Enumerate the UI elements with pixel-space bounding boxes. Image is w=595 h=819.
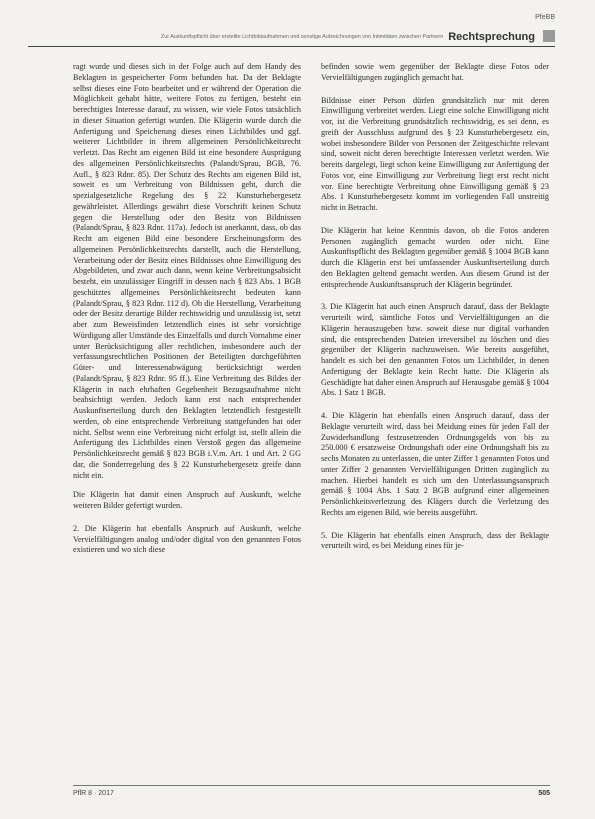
paragraph: Die Klägerin hat keine Kenntnis davon, ob die Fotos anderen Personen zugänglich gemacht wurden oder nicht. Eine Auskunftspflicht des Beklagten gegenüber gemäß § 1004 BGB kann durch die Klägerin erst bei umfassender Auskunftserteilung durch den Beklagten geltend gemacht werden. Aus diesem Grund ist der entsprechende Auskunftsanspruch der Klägerin begründet. [321,225,549,289]
paragraph: ragt wurde und dieses sich in der Folge auch auf dem Handy des Beklagten in gespeicherter Form befunden hat. Da der Beklagte selbst dieses eine Foto bearbeitet und er während der Operation die Möglichkeit gehabt hätte, weitere Fotos zu fertigen, besteht ein berechtigtes Interesse darauf, zu wissen, wie viele Fotos tatsächlich in dieser Situation gefertigt wurden. Die Klägerin wurde durch die Anfertigung und Speicherung dieses einen Lichtbildes und ggf. weiterer Lichtbilder in ihrem allgemeinen Persönlichkeitsrecht verletzt. Das Recht am eigenen Bild ist eine besondere Ausprägung des allgemeinen Persönlichkeitsrechts (Palandt/Sprau, BGB, 76. Aufl., § 823 Rdnr. 85). Der Schutz des Rechts am eigenen Bild ist, soweit es um Verbreitung von Bildnissen geht, durch die spezialgesetzliche Regelung des § 22 Kunsturhebergesetz gewährleistet. Allerdings gewährt diese Vorschrift keinen Schutz gegen die Herstellung oder den Besitz von Bildnissen (Palandt/Sprau, § 823 Rdnr. 117a). Jedoch ist anerkannt, dass, ob das Recht am eigenen Bild eine besondere Erscheinungsform des allgemeinen Persönlichkeitsrechts darstellt, auch die Herstellung, Verarbeitung oder der Besitz eines Bildnisses ohne Einwilligung des Abgebildeten, und zwar auch dann, wenn keine Verbreitungsabsicht besteht, ein unzulässiger Eingriff in dessen nach § 823 Abs. 1 BGB geschütztes allgemeines Persönlichkeitsrecht bedeuten kann (Palandt/Sprau, § 823 Rdnr. 112 d). Ob die Herstellung, Verarbeitung oder der Besitz derartige Bilder rechtswidrig und unzulässig ist, setzt aber zum Beweisfinden letztendlich eines ist sehr vorsichtige Würdigung aller Umstände des Einzelfalls und durch Vornahme einer unter Berücksichtigung aller rechtlichen, insbesondere auch der verfassungsrechtlichen Positionen der Beteiligten durchgeführten Güter- und Interessenabwägung berücksichtigt werden (Palandt/Sprau, § 823 Rdnr. 95 ff.). Eine Verbreitung des Bildes der Klägerin in nach ehrhaften Gegebenheit Bezugsaufnahme nicht beabsichtigt werden. Jedoch kann erst nach entsprechender Auskunftserteilung durch den Beklagten letztendlich festgestellt werden, ob eine entsprechende Verbreitung stattgefunden hat oder nicht. Selbst wenn eine Verbreitung nicht erfolgt ist, stellt allein die Anfertigung des Lichtbildes einen Verstoß gegen das allgemeine Persönlichkeitsrecht gemäß § 823 BGB i.V.m. Art. 1 und Art. 2 GG dar, die Sonderregelung des § 22 Kunsturhebergesetz greife dann nicht ein. [73,62,301,480]
journal-issue: PflR 8 · 2017 [73,790,114,797]
section-marker-block [543,30,555,42]
header-divider [28,46,555,47]
article-body [73,62,549,782]
footer-divider [73,785,550,786]
paragraph: 4. Die Klägerin hat ebenfalls einen Anspruch darauf, dass der Beklagte verurteilt wird, dass bei Meidung eines für jeden Fall der Zuwiderhandlung festzusetzenden Ordnungsgelds von bis zu 250.000 € ersatzweise Ordnungshaft oder eine Ordnungshaft bis zu sechs Monaten zu unterlassen, die unter Ziffer 1 genannten Fotos und unter Ziffer 2 genannten Vervielfältigungen Dritten zugänglich zu machen. Hierbei handelt es sich um den Unterlassungsanspruch gemäß § 1004 Abs. 1 Satz 2 BGB aufgrund einer allgemeinen Persönlichkeitsverletzung des Klägers durch die Verletzung des Rechts am eigenen Bild, wie bereits ausgeführt. [321,411,549,517]
paragraph: Die Klägerin hat damit einen Anspruch auf Auskunft, welche weiteren Bilder gefertigt wurden. [73,490,301,510]
paragraph: Bildnisse einer Person dürfen grundsätzlich nur mit deren Einwilligung verbreitet werden. Liegt eine solche Einwilligung nicht vor, ist die Verbreitung grundsätzlich rechtswidrig, es sei denn, es greift der Ausschluss aufgrund des § 23 Kunsturhebergesetz ein, wobei insbesondere Bilder von Personen der Zeitgeschichte relevant sind, soweit nicht deren berechtigte Interessen verletzt werden. Wie bereits dargelegt, liegt schon keine Einwilligung zur Anfertigung der Fotos vor, eine Einwilligung zur Verbreitung liegt erst recht nicht vor. Eine berechtigte Verbreitung ohne Einwilligung gemäß § 23 Abs. 1 Kunsturhebergesetz kommt im vorliegenden Fall unstreitig nicht in Betracht. [321,95,549,212]
header-subtitle: Zur Auskunftspflicht über erstellte Lichtbildaufnahmen und sonstige Aufzeichnungen von Intimitäten zwischen Partnern [160,34,444,40]
page-label: PfeBB [535,14,555,21]
paragraph: befinden sowie wem gegenüber der Beklagte diese Fotos oder Vervielfältigungen zugänglich gemacht hat. [321,62,549,82]
page-number: 505 [538,790,550,797]
paragraph: 3. Die Klägerin hat auch einen Anspruch darauf, dass der Beklagte verurteilt wird, sämtliche Fotos und Vervielfältigungen an die Klägerin herauszugeben bzw. soweit diese nur digital vorhanden sind, die entsprechenden Dateien irreversibel zu löschen und dies gegenüber der Klägerin nachzuweisen. Wie bereits ausgeführt, handelt es sich bei den genannten Fotos um Lichtbilder, in denen Anfertigung der Beklagte kein Recht hatte. Die Klägerin als Geschädigte hat daher einen Anspruch auf Herausgabe gemäß § 1004 Abs. 1 Satz 1 BGB. [321,302,549,398]
paragraph: 5. Die Klägerin hat ebenfalls einen Anspruch, dass der Beklagte verurteilt wird, es bei Meidung eines für je- [321,530,549,551]
right-column [321,62,549,782]
left-column [73,62,301,782]
running-header [28,30,551,44]
section-title: Rechtsprechung [448,31,535,43]
paragraph: 2. Die Klägerin hat ebenfalls Anspruch auf Auskunft, welche Vervielfältigungen analog und/oder digital von den genannten Fotos existieren und wo sich diese [73,523,301,555]
